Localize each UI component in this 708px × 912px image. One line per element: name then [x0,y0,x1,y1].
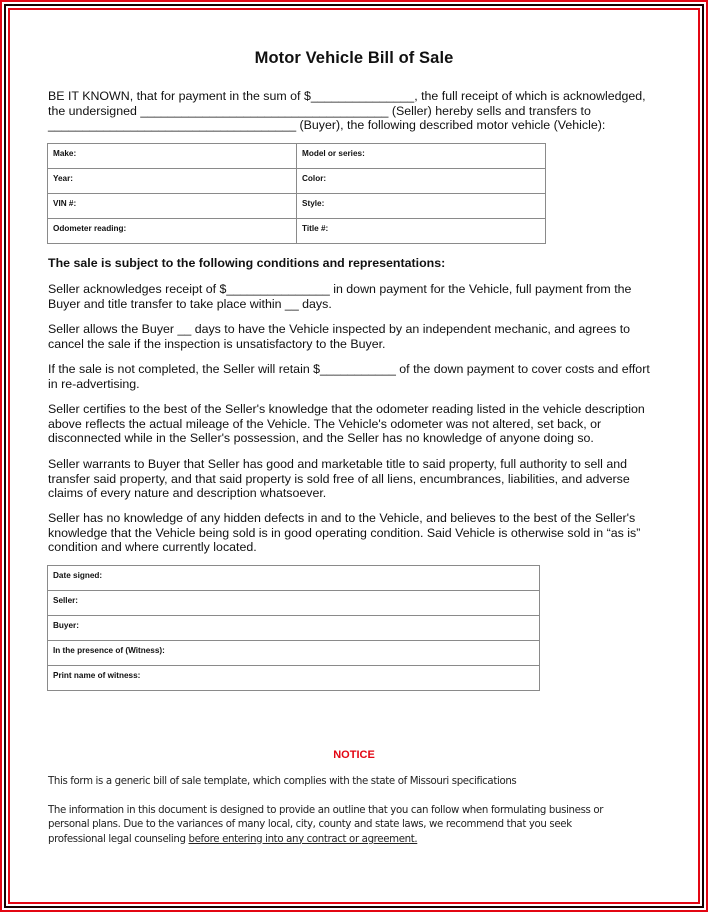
paragraph-line: condition and where currently located. [48,540,257,554]
field-title-number[interactable]: Title #: [297,219,546,244]
field-buyer-signature[interactable]: Buyer: [48,616,540,641]
condition-paragraph-inspection [48,322,630,351]
condition-paragraph-down-payment [48,282,631,311]
intro-paragraph [48,89,646,133]
table-row [48,169,546,194]
field-seller-signature[interactable]: Seller: [48,591,540,616]
paragraph-line: cancel the sale if the inspection is unsatisfactory to the Buyer. [48,336,386,351]
field-vin[interactable]: VIN #: [48,194,297,219]
condition-paragraph-odometer [48,402,645,446]
notice-title: NOTICE [333,749,375,761]
table-row [48,194,546,219]
field-odometer-reading[interactable]: Odometer reading: [48,219,297,244]
field-date-signed[interactable]: Date signed: [48,566,540,591]
notice-missouri-line: This form is a generic bill of sale template, which complies with the state of Missouri specifications [48,776,517,787]
notice-disclaimer-paragraph [48,804,603,847]
field-model-or-series[interactable]: Model or series: [297,144,546,169]
table-row [48,666,540,691]
paragraph-line: disconnected while in the Seller's possession, and the Seller has no knowledge of anyone doing so. [48,431,594,445]
document-title: Motor Vehicle Bill of Sale [254,49,454,67]
field-witness-print-name[interactable]: Print name of witness: [48,666,540,691]
vehicle-details-table [47,143,546,244]
field-make[interactable]: Make: [48,144,297,169]
disclaimer-text: professional legal counseling [48,833,189,845]
paragraph-line: in re-advertising. [48,376,140,391]
paragraph-line: If the sale is not completed, the Seller will retain $___________ of the down payment to cover costs and effort [48,362,650,376]
paragraph-line: knowledge that the Vehicle being sold is in good operating condition. Said Vehicle is otherwise sold in “as is” [48,525,641,540]
table-row [48,641,540,666]
paragraph-line [48,833,603,847]
intro-line: ____________________________________ (Buyer), the following described motor vehicle (Vehicle): [48,118,606,132]
disclaimer-underlined-text: before entering into any contract or agreement. [188,833,418,845]
intro-line: BE IT KNOWN, that for payment in the sum of $_______________, the full receipt of which is acknowledged, [48,89,646,103]
field-color[interactable]: Color: [297,169,546,194]
table-row [48,219,546,244]
signature-table [47,565,540,691]
paragraph-line: Seller warrants to Buyer that Seller has good and marketable title to said property, full authority to sell and [48,457,627,471]
paragraph-line: claims of every nature and description whatsoever. [48,486,327,500]
paragraph-line: above reflects the actual mileage of the Vehicle. The Vehicle's odometer was not altered, set back, or [48,416,602,431]
condition-paragraph-as-is [48,511,640,555]
paragraph-line: Seller allows the Buyer __ days to have the Vehicle inspected by an independent mechanic, and agrees to [48,322,631,336]
condition-paragraph-title-warranty [48,457,630,501]
intro-line: the undersigned ____________________________________ (Seller) hereby sells and transfers to [48,103,591,118]
paragraph-line: The information in this document is designed to provide an outline that you can follow when formulating business or [48,805,604,816]
field-witness-signature[interactable]: In the presence of (Witness): [48,641,540,666]
paragraph-line: personal plans. Due to the variances of many local, city, county and state laws, we recommend that you seek [48,819,572,831]
condition-paragraph-retention [48,362,650,391]
table-row [48,591,540,616]
page-frame-inner-border [4,4,704,908]
paragraph-line: Seller has no knowledge of any hidden defects in and to the Vehicle, and believes to the best of the Seller's [48,511,636,525]
field-year[interactable]: Year: [48,169,297,194]
table-row [48,616,540,641]
paragraph-line: Buyer and title transfer to take place within __ days. [48,296,332,311]
paragraph-line: Seller certifies to the best of the Seller's knowledge that the odometer reading listed in the vehicle description [48,402,645,416]
paragraph-line: Seller acknowledges receipt of $_______________ in down payment for the Vehicle, full payment from the [48,282,632,296]
paragraph-line: transfer said property, and that said property is sold free of all liens, encumbrances, liabilities, and adverse [48,471,630,486]
table-row [48,566,540,591]
conditions-heading: The sale is subject to the following conditions and representations: [48,256,446,270]
field-style[interactable]: Style: [297,194,546,219]
table-row [48,144,546,169]
